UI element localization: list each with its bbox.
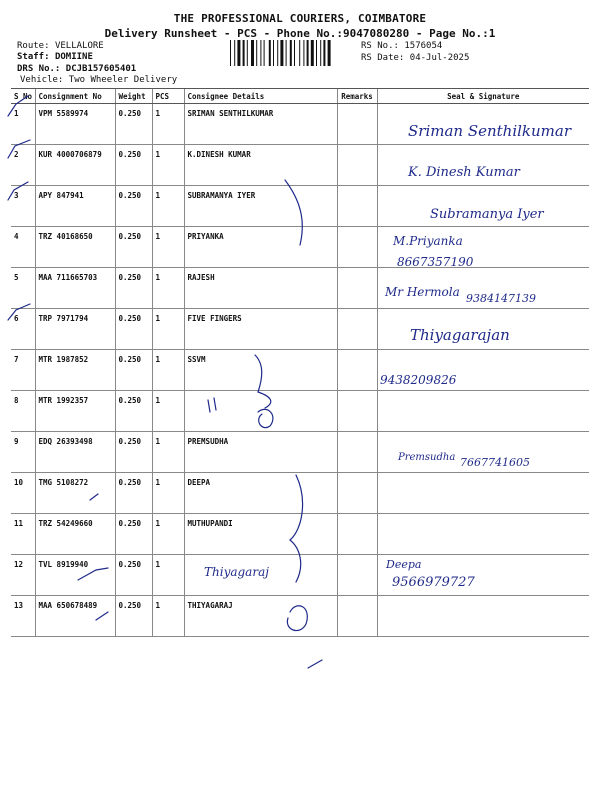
- barcode-bar: [247, 40, 248, 66]
- row-seal-signature: [377, 596, 589, 637]
- row-pcs: 1: [152, 596, 184, 637]
- row-consignment-no: TMG 5108272: [35, 473, 115, 514]
- row-consignee: RAJESH: [184, 268, 337, 309]
- row-weight: 0.250: [115, 268, 152, 309]
- drs-line: [17, 64, 136, 74]
- row-seal-signature: [377, 514, 589, 555]
- table-row: [11, 268, 589, 309]
- row-pcs: 1: [152, 555, 184, 596]
- col-seal-signature: Seal & Signature: [377, 89, 589, 104]
- drs-label: DRS No.:: [17, 64, 61, 74]
- table-row: [11, 596, 589, 637]
- barcode-bar: [303, 40, 304, 66]
- tick-mark: [308, 660, 322, 668]
- company-title: THE PROFESSIONAL COURIERS, COIMBATORE: [173, 12, 427, 25]
- row-sno: 11: [11, 514, 35, 555]
- row-consignment-no: KUR 4000706879: [35, 145, 115, 186]
- signature-5-name: Mr Hermola: [385, 285, 460, 299]
- row-seal-signature: [377, 473, 589, 514]
- row-sno: 4: [11, 227, 35, 268]
- row-remarks: [337, 432, 377, 473]
- row-sno: 12: [11, 555, 35, 596]
- table-header-row: [11, 89, 589, 104]
- signature-4-name: M.Priyanka: [393, 234, 463, 248]
- signature-5-phone: 9384147139: [466, 292, 536, 305]
- row-seal-signature: [377, 104, 589, 145]
- col-consignee-details: Consignee Details: [184, 89, 337, 104]
- row-consignee: SUBRAMANYA IYER: [184, 186, 337, 227]
- row-sno: 9: [11, 432, 35, 473]
- table-row: [11, 227, 589, 268]
- row-seal-signature: [377, 268, 589, 309]
- row-seal-signature: [377, 145, 589, 186]
- row-weight: 0.250: [115, 555, 152, 596]
- row-seal-signature: [377, 350, 589, 391]
- row-remarks: [337, 309, 377, 350]
- signature-9-name: Premsudha: [398, 452, 456, 463]
- rs-date-line: [361, 53, 469, 63]
- table-row: [11, 186, 589, 227]
- row-pcs: 1: [152, 473, 184, 514]
- rs-date-value: 04-Jul-2025: [409, 53, 470, 63]
- row-remarks: [337, 186, 377, 227]
- row-remarks: [337, 268, 377, 309]
- row-weight: 0.250: [115, 391, 152, 432]
- row-consignee: K.DINESH KUMAR: [184, 145, 337, 186]
- col-pcs: PCS: [152, 89, 184, 104]
- col-remarks: Remarks: [337, 89, 377, 104]
- rs-no-label: RS No.:: [361, 41, 399, 51]
- row-consignee: [184, 391, 337, 432]
- barcode-bar: [243, 40, 245, 66]
- row-weight: 0.250: [115, 309, 152, 350]
- row-weight: 0.250: [115, 514, 152, 555]
- row-pcs: 1: [152, 145, 184, 186]
- staff-label: Staff:: [17, 52, 50, 62]
- barcode-bar: [316, 40, 317, 66]
- row-consignee: SRIMAN SENTHILKUMAR: [184, 104, 337, 145]
- row-weight: 0.250: [115, 596, 152, 637]
- barcode-bar: [323, 40, 325, 66]
- rs-no-line: [361, 41, 442, 51]
- signature-12: Thiyagaraj: [204, 565, 269, 579]
- table-row: [11, 473, 589, 514]
- row-sno: 5: [11, 268, 35, 309]
- row-remarks: [337, 145, 377, 186]
- drs-value: DCJB157605401: [65, 64, 137, 74]
- row-weight: 0.250: [115, 227, 152, 268]
- row-pcs: 1: [152, 227, 184, 268]
- runsheet-subtitle: Delivery Runsheet - PCS - Phone No.:9047080280 - Page No.:1: [104, 27, 496, 40]
- row-weight: 0.250: [115, 473, 152, 514]
- row-sno: 8: [11, 391, 35, 432]
- row-weight: 0.250: [115, 104, 152, 145]
- barcode-bar: [290, 40, 292, 66]
- row-sno: 1: [11, 104, 35, 145]
- barcode-bar: [251, 40, 254, 66]
- table-row: [11, 309, 589, 350]
- route-label: Route:: [17, 41, 50, 51]
- table-row: [11, 350, 589, 391]
- signature-3: Subramanya Iyer: [430, 207, 544, 222]
- row-consignment-no: TRP 7971794: [35, 309, 115, 350]
- row-seal-signature: [377, 432, 589, 473]
- barcode-bar: [320, 40, 321, 66]
- row-consignment-no: MTR 1992357: [35, 391, 115, 432]
- row-pcs: 1: [152, 391, 184, 432]
- runsheet-table: [11, 88, 589, 637]
- signature-2: K. Dinesh Kumar: [408, 165, 520, 180]
- row-remarks: [337, 514, 377, 555]
- col-sno: S No: [11, 89, 35, 104]
- row-sno: 7: [11, 350, 35, 391]
- row-weight: 0.250: [115, 186, 152, 227]
- table-row: [11, 391, 589, 432]
- row-seal-signature: [377, 391, 589, 432]
- table-row: [11, 514, 589, 555]
- col-weight: Weight: [115, 89, 152, 104]
- barcode-bar: [237, 40, 240, 66]
- row-seal-signature: [377, 227, 589, 268]
- row-remarks: [337, 104, 377, 145]
- row-consignment-no: MAA 711665703: [35, 268, 115, 309]
- barcode-bar: [260, 40, 261, 66]
- row-pcs: 1: [152, 350, 184, 391]
- row-consignee: MUTHUPANDI: [184, 514, 337, 555]
- row-consignee: PREMSUDHA: [184, 432, 337, 473]
- row-pcs: 1: [152, 514, 184, 555]
- row-remarks: [337, 555, 377, 596]
- signature-10-name: Deepa: [386, 558, 422, 571]
- barcode-bar: [269, 40, 271, 66]
- row-consignee: [184, 555, 337, 596]
- row-sno: 2: [11, 145, 35, 186]
- row-pcs: 1: [152, 309, 184, 350]
- barcode-bar: [328, 40, 331, 66]
- row-consignee: THIYAGARAJ: [184, 596, 337, 637]
- barcode-bar: [294, 40, 295, 66]
- barcode-bar: [307, 40, 309, 66]
- barcode-bar: [273, 40, 274, 66]
- signature-1: Sriman Senthilkumar: [408, 122, 572, 140]
- row-weight: 0.250: [115, 350, 152, 391]
- signature-9-phone: 7667741605: [460, 456, 530, 469]
- row-remarks: [337, 596, 377, 637]
- row-consignee: SSVM: [184, 350, 337, 391]
- row-consignment-no: MTR 1987852: [35, 350, 115, 391]
- row-remarks: [337, 227, 377, 268]
- rs-no-value: 1576054: [404, 41, 443, 51]
- barcode-bar: [277, 40, 278, 66]
- barcode-bar: [234, 40, 235, 66]
- table-row: [11, 555, 589, 596]
- row-weight: 0.250: [115, 145, 152, 186]
- row-consignment-no: MAA 650678489: [35, 596, 115, 637]
- barcode-bar: [264, 40, 265, 66]
- row-seal-signature: [377, 186, 589, 227]
- row-remarks: [337, 350, 377, 391]
- row-consignment-no: EDQ 26393498: [35, 432, 115, 473]
- table-row: [11, 145, 589, 186]
- row-sno: 13: [11, 596, 35, 637]
- signature-7-phone: 9438209826: [380, 373, 457, 387]
- vehicle-label: Vehicle:: [20, 75, 64, 85]
- route-value: VELLALORE: [54, 41, 104, 51]
- staff-value: DOMIINE: [54, 52, 93, 62]
- staff-line: [17, 52, 93, 62]
- row-consignment-no: TVL 8919940: [35, 555, 115, 596]
- row-remarks: [337, 391, 377, 432]
- signature-6: Thiyagarajan: [410, 326, 510, 344]
- row-sno: 6: [11, 309, 35, 350]
- row-seal-signature: [377, 555, 589, 596]
- barcode-bar: [256, 40, 257, 66]
- row-remarks: [337, 473, 377, 514]
- row-consignment-no: TRZ 54249660: [35, 514, 115, 555]
- rs-date-label: RS Date:: [361, 53, 405, 63]
- barcode-bar: [280, 40, 283, 66]
- row-weight: 0.250: [115, 432, 152, 473]
- barcode-bar: [230, 40, 231, 66]
- row-sno: 10: [11, 473, 35, 514]
- row-sno: 3: [11, 186, 35, 227]
- col-consignment-no: Consignment No: [35, 89, 115, 104]
- table-row: [11, 104, 589, 145]
- row-consignment-no: APY 847941: [35, 186, 115, 227]
- row-consignee: FIVE FINGERS: [184, 309, 337, 350]
- row-pcs: 1: [152, 186, 184, 227]
- signature-4-phone: 8667357190: [397, 255, 474, 269]
- barcode-bar: [286, 40, 287, 66]
- row-consignee: PRIYANKA: [184, 227, 337, 268]
- row-pcs: 1: [152, 268, 184, 309]
- vehicle-line: [20, 75, 177, 85]
- signature-10-phone: 9566979727: [392, 575, 475, 590]
- row-consignee: DEEPA: [184, 473, 337, 514]
- row-seal-signature: [377, 309, 589, 350]
- barcode: [229, 40, 357, 66]
- barcode-bar: [311, 40, 314, 66]
- barcode-bar: [299, 40, 300, 66]
- row-pcs: 1: [152, 104, 184, 145]
- row-consignment-no: TRZ 40168650: [35, 227, 115, 268]
- row-pcs: 1: [152, 432, 184, 473]
- vehicle-value: Two Wheeler Delivery: [68, 75, 178, 85]
- table-row: [11, 432, 589, 473]
- row-consignment-no: VPM 5589974: [35, 104, 115, 145]
- route-line: [17, 41, 104, 51]
